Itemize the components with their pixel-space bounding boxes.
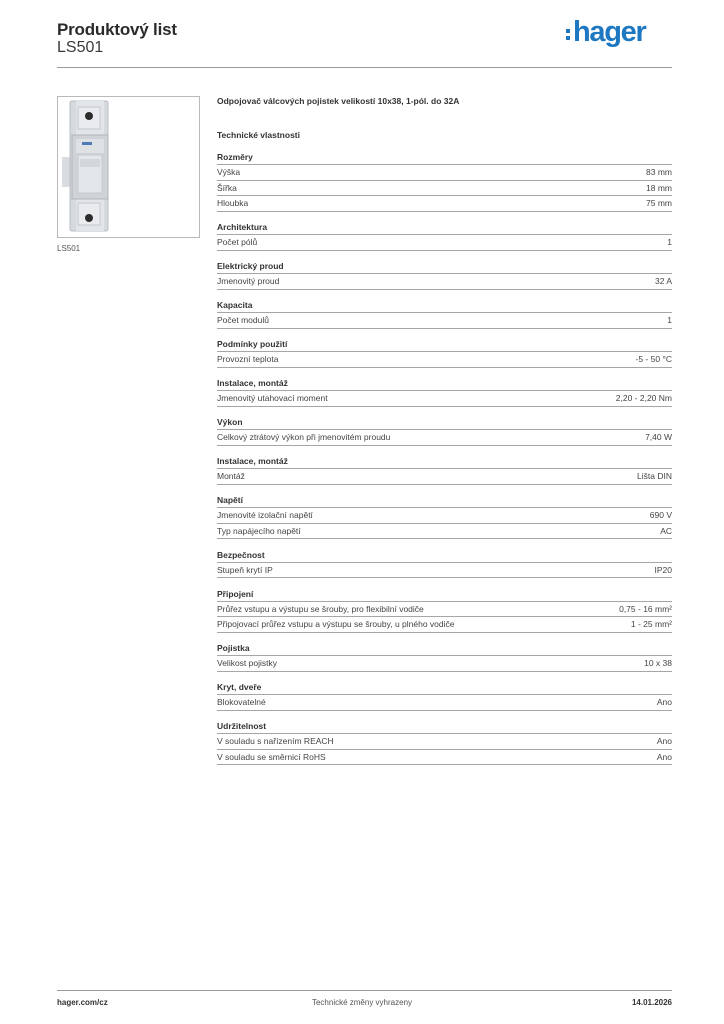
footer-date: 14.01.2026 (631, 998, 672, 1007)
spec-row (217, 274, 672, 290)
spec-section (217, 588, 672, 633)
spec-value: 10 x 38 (644, 658, 672, 668)
section-title: Připojení (217, 588, 672, 602)
section-title: Rozměry (217, 151, 672, 165)
spec-label: Výška (217, 167, 241, 177)
spec-section (217, 221, 672, 251)
spec-row (217, 695, 672, 711)
spec-label: Montáž (217, 471, 245, 481)
spec-row (217, 313, 672, 329)
spec-value: 32 A (654, 276, 672, 286)
spec-section (217, 455, 672, 485)
spec-row (217, 235, 672, 251)
spec-value: Ano (656, 697, 672, 707)
spec-row (217, 734, 672, 750)
spec-row (217, 656, 672, 672)
spec-row (217, 391, 672, 407)
spec-label: V souladu s nařízením REACH (217, 736, 334, 746)
spec-row (217, 750, 672, 766)
section-title: Pojistka (217, 642, 672, 656)
product-code: LS501 (57, 39, 104, 56)
spec-label: Jmenovité izolační napětí (217, 510, 313, 520)
spec-label: Velikost pojistky (217, 658, 277, 668)
spec-label: Provozní teplota (217, 354, 279, 364)
product-image (57, 96, 200, 238)
spec-label: Připojovací průřez vstupu a výstupu se šrouby, u plného vodiče (217, 619, 455, 629)
logo-text: hager (573, 15, 646, 48)
spec-label: Hloubka (217, 198, 249, 208)
spec-section (217, 299, 672, 329)
section-title: Instalace, montáž (217, 377, 672, 391)
spec-value: 2,20 - 2,20 Nm (615, 393, 672, 403)
section-title: Kapacita (217, 299, 672, 313)
spec-value: 690 V (649, 510, 672, 520)
spec-row (217, 617, 672, 633)
spec-row (217, 524, 672, 540)
spec-value: 7,40 W (645, 432, 672, 442)
spec-value: 83 mm (646, 167, 672, 177)
spec-label: Jmenovitý proud (217, 276, 280, 286)
image-caption: LS501 (57, 244, 81, 253)
spec-row (217, 165, 672, 181)
spec-label: Typ napájecího napětí (217, 525, 301, 536)
logo-dots-icon (566, 29, 570, 40)
spec-label: Blokovatelné (217, 697, 266, 707)
spec-row (217, 181, 672, 197)
section-title: Napětí (217, 494, 672, 508)
fuse-disconnector-icon (58, 97, 199, 237)
spec-value: 1 (667, 237, 672, 247)
spec-section (217, 681, 672, 711)
section-title: Architektura (217, 221, 672, 235)
footer-website-link[interactable]: hager.com/cz (57, 998, 108, 1007)
spec-value: IP20 (654, 564, 672, 575)
spec-section (217, 720, 672, 765)
spec-section (217, 494, 672, 539)
spec-section (217, 151, 672, 212)
spec-value: AC (660, 525, 672, 536)
spec-row (217, 352, 672, 368)
spec-label: Počet pólů (217, 237, 258, 247)
spec-label: Celkový ztrátový výkon při jmenovitém proudu (217, 432, 391, 442)
spec-section (217, 338, 672, 368)
tech-properties-heading: Technické vlastnosti (217, 130, 300, 140)
spec-row (217, 602, 672, 618)
spec-value: 1 (667, 315, 672, 325)
spec-label: Šířka (217, 182, 237, 193)
spec-value: -5 - 50 °C (635, 354, 672, 364)
product-description: Odpojovač válcových pojistek velikostí 10x38, 1-pól. do 32A (217, 96, 460, 106)
page-title: Produktový list (57, 20, 177, 39)
spec-value: Ano (656, 751, 672, 762)
spec-label: Jmenovitý utahovací moment (217, 393, 328, 403)
section-title: Bezpečnost (217, 549, 672, 563)
spec-label: Počet modulů (217, 315, 269, 325)
spec-section (217, 377, 672, 407)
spec-value: Ano (656, 736, 672, 746)
spec-section (217, 642, 672, 672)
section-title: Elektrický proud (217, 260, 672, 274)
footer-disclaimer: Technické změny vyhrazeny (311, 998, 413, 1007)
spec-value: 18 mm (646, 182, 672, 193)
spec-value: 1 - 25 mm² (630, 619, 672, 629)
spec-value: Lišta DIN (637, 471, 672, 481)
spec-sections (217, 151, 672, 765)
spec-label: Průřez vstupu a výstupu se šrouby, pro flexibilní vodiče (217, 603, 424, 614)
hager-logo[interactable] (566, 14, 645, 50)
spec-row (217, 469, 672, 485)
spec-section (217, 549, 672, 579)
spec-row (217, 563, 672, 579)
spec-label: V souladu se směrnicí RoHS (217, 751, 326, 762)
specs-content (217, 94, 672, 775)
section-title: Instalace, montáž (217, 455, 672, 469)
section-title: Kryt, dveře (217, 681, 672, 695)
section-title: Výkon (217, 416, 672, 430)
footer-divider (57, 990, 672, 991)
spec-row (217, 508, 672, 524)
section-title: Podmínky použití (217, 338, 672, 352)
header-divider (57, 67, 672, 68)
section-title: Udržitelnost (217, 720, 672, 734)
spec-section (217, 416, 672, 446)
spec-row (217, 196, 672, 212)
spec-label: Stupeň krytí IP (217, 564, 273, 575)
spec-section (217, 260, 672, 290)
spec-value: 75 mm (646, 198, 672, 208)
spec-row (217, 430, 672, 446)
spec-value: 0,75 - 16 mm² (619, 603, 672, 614)
